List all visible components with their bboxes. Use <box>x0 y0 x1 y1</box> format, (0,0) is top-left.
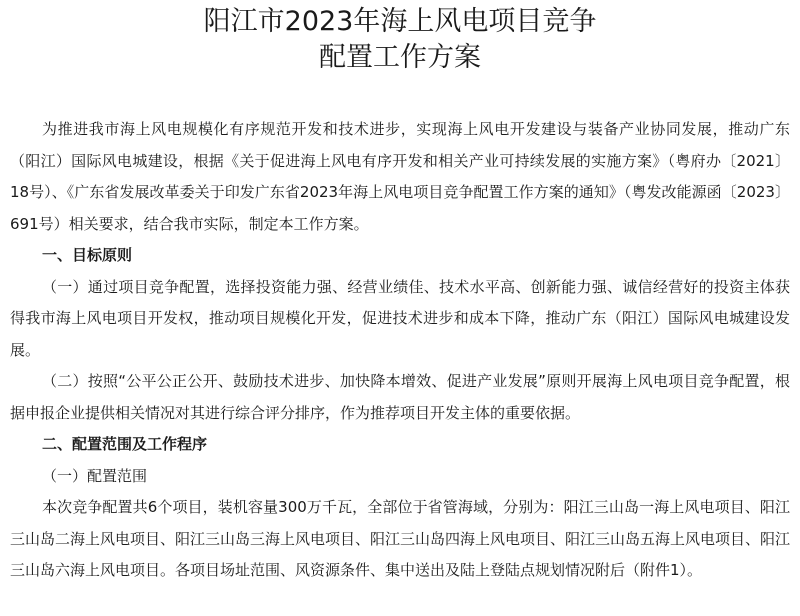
section-1-heading: 一、目标原则 <box>42 246 133 264</box>
section-1-paragraph-2: （二）按照“公平公正公开、鼓励技术进步、加快降本增效、促进产业发展”原则开展海上风电项目竞争配置，根据申报企业提供相关情况对其进行综合评分排序，作为推荐项目开发主体的重要依据。 <box>10 372 790 422</box>
section-1-paragraph-1: （一）通过项目竞争配置，选择投资能力强、经营业绩佳、技术水平高、创新能力强、诚信经营好的投资主体获得我市海上风电项目开发权，推动项目规模化开发，促进技术进步和成本下降，推动广东（阳江）国际风电城建设发展。 <box>10 277 790 359</box>
section-2-heading: 二、配置范围及工作程序 <box>42 435 208 453</box>
title-line-1: 阳江市2023年海上风电项目竞争 <box>203 6 597 37</box>
section-2-subheading-1: （一）配置范围 <box>42 466 148 485</box>
title-line-2: 配置工作方案 <box>319 42 481 73</box>
document-title <box>10 4 790 76</box>
intro-paragraph: 为推进我市海上风电规模化有序规范开发和技术进步，实现海上风电开发建设与装备产业协同发展，推动广东（阳江）国际风电城建设，根据《关于促进海上风电有序开发和相关产业可持续发展的实施方案》（粤府办〔2021〕18号）、《广东省发展改革委关于印发广东省2023年海上风电项目竞争配置工作方案的通知》（粤发改能源函〔2023〕691号）相关要求，结合我市实际，制定本工作方案。 <box>10 120 790 233</box>
section-2-paragraph-1: 本次竞争配置共6个项目，装机容量300万千瓦，全部位于省管海域，分别为：阳江三山岛一海上风电项目、阳江三山岛二海上风电项目、阳江三山岛三海上风电项目、阳江三山岛四海上风电项目、阳江三山岛五海上风电项目、阳江三山岛六海上风电项目。各项目场址范围、风资源条件、集中送出及陆上登陆点规划情况附后（附件1）。 <box>10 498 791 579</box>
title-spacer <box>10 76 790 114</box>
